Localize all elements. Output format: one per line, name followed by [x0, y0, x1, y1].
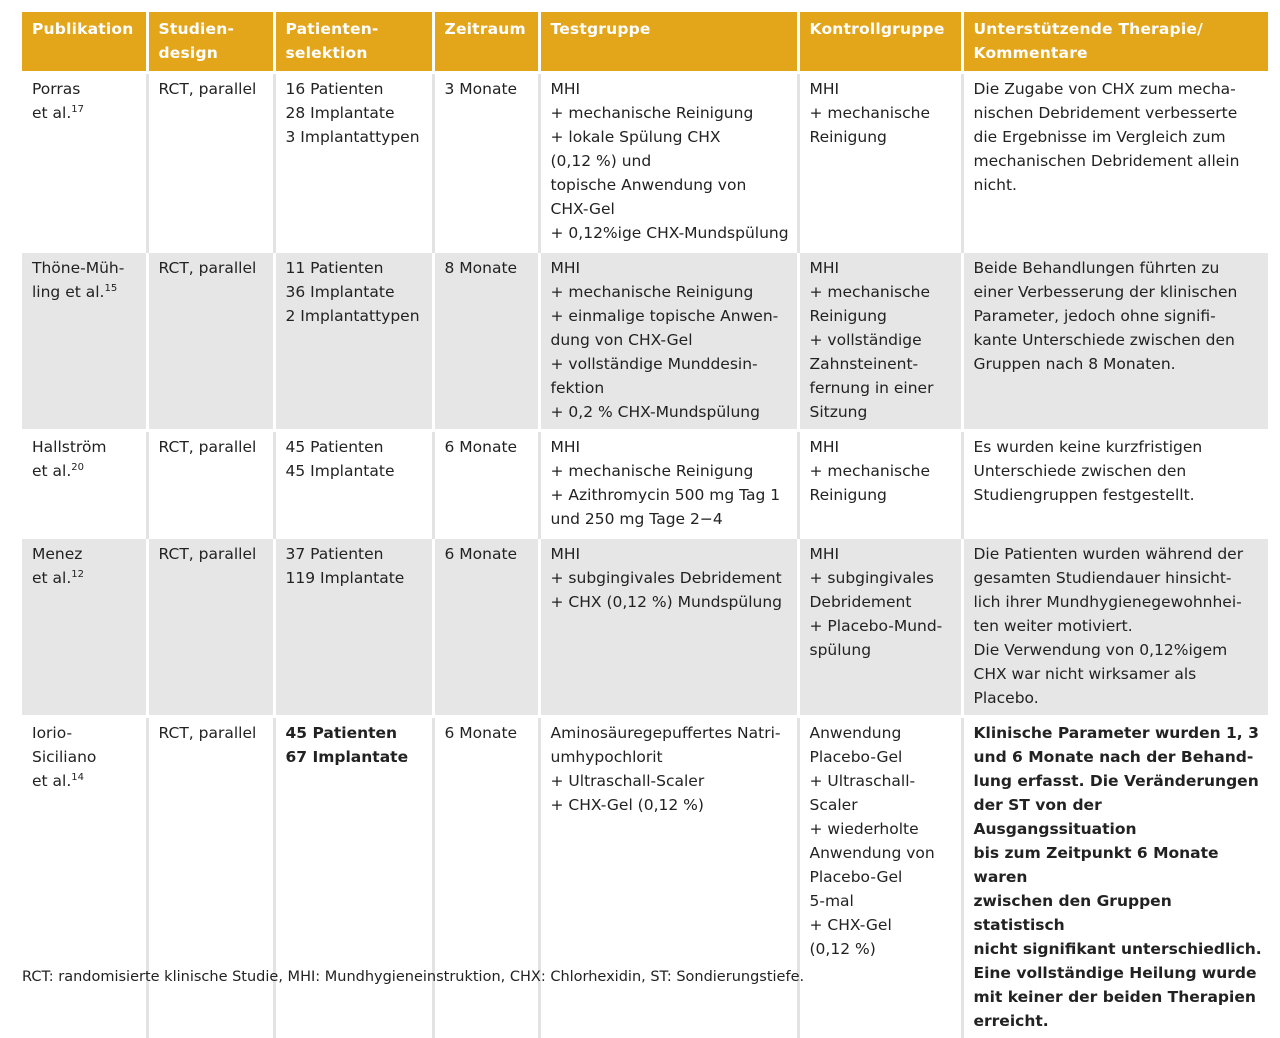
comment-cell: Es wurden keine kurzfristigen Unterschiede zwischen den Studiengruppen festgestellt.: [962, 431, 1268, 538]
header-row: [22, 12, 1268, 73]
selection-cell: 37 Patienten 119 Implantate: [274, 538, 433, 717]
publication-cell: [22, 431, 147, 538]
table-footnote: RCT: randomisierte klinische Studie, MHI: Mundhygieneinstruktion, CHX: Chlorhexidin, ST: Sondierungstiefe.: [22, 966, 804, 988]
header-zeitraum: Zeitraum: [433, 12, 539, 73]
publication-cell: [22, 717, 147, 1038]
test-group-cell: MHI + mechanische Reinigung + einmalige topische Anwen- dung von CHX-Gel + vollständige Munddesin- fektion + 0,2 % CHX-Mundspülung: [539, 252, 798, 431]
publication-text: Hallström et al.: [32, 438, 107, 480]
header-kontrollgruppe: Kontrollgruppe: [798, 12, 962, 73]
table-row: [22, 431, 1268, 538]
selection-cell: 11 Patienten 36 Implantate 2 Implantattypen: [274, 252, 433, 431]
control-group-cell: MHI + mechanische Reinigung: [798, 73, 962, 252]
header-testgruppe: Testgruppe: [539, 12, 798, 73]
design-cell: RCT, parallel: [147, 538, 274, 717]
design-cell: RCT, parallel: [147, 431, 274, 538]
reference-number: 17: [71, 104, 84, 115]
header-publikation: Publikation: [22, 12, 147, 73]
reference-number: 20: [71, 462, 84, 473]
header-studiendesign: Studien- design: [147, 12, 274, 73]
publication-text: Thöne-Müh- ling et al.: [32, 259, 124, 301]
design-cell: RCT, parallel: [147, 252, 274, 431]
table-row: [22, 252, 1268, 431]
table-row: [22, 73, 1268, 252]
period-cell: 6 Monate: [433, 431, 539, 538]
reference-number: 12: [71, 569, 84, 580]
table-row: [22, 717, 1268, 1038]
publication-text: Menez et al.: [32, 545, 82, 587]
reference-number: 14: [71, 772, 84, 783]
comment-cell: Die Zugabe von CHX zum mecha- nischen Debridement verbesserte die Ergebnisse im Vergleich zum mechanischen Debridement allein nicht.: [962, 73, 1268, 252]
comment-cell: Beide Behandlungen führten zu einer Verbesserung der klinischen Parameter, jedoch ohne signifi- kante Unterschiede zwischen den Gruppen nach 8 Monaten.: [962, 252, 1268, 431]
test-group-cell: MHI + mechanische Reinigung + Azithromycin 500 mg Tag 1 und 250 mg Tage 2−4: [539, 431, 798, 538]
test-group-cell: MHI + mechanische Reinigung + lokale Spülung CHX (0,12 %) und topische Anwendung von CHX-Gel + 0,12%ige CHX-Mundspülung: [539, 73, 798, 252]
period-cell: 6 Monate: [433, 717, 539, 1038]
test-group-cell: MHI + subgingivales Debridement + CHX (0,12 %) Mundspülung: [539, 538, 798, 717]
publication-text: Porras et al.: [32, 80, 80, 122]
table-row: [22, 538, 1268, 717]
control-group-cell: MHI + mechanische Reinigung: [798, 431, 962, 538]
comment-cell: Klinische Parameter wurden 1, 3 und 6 Monate nach der Behand- lung erfasst. Die Veränderungen der ST von der Ausgangssituation bis zum Zeitpunkt 6 Monate waren zwischen den Gruppen statistisch nicht signifikant unterschiedlich. Eine vollständige Heilung wurde mit keiner der beiden Therapien erreicht.: [962, 717, 1268, 1038]
period-cell: 3 Monate: [433, 73, 539, 252]
period-cell: 6 Monate: [433, 538, 539, 717]
control-group-cell: MHI + mechanische Reinigung + vollständige Zahnsteinent- fernung in einer Sitzung: [798, 252, 962, 431]
studies-table: [22, 12, 1268, 1038]
publication-cell: [22, 73, 147, 252]
reference-number: 15: [104, 283, 117, 294]
selection-cell: 45 Patienten 45 Implantate: [274, 431, 433, 538]
selection-cell: 16 Patienten 28 Implantate 3 Implantattypen: [274, 73, 433, 252]
selection-cell: 45 Patienten 67 Implantate: [274, 717, 433, 1038]
publication-cell: [22, 538, 147, 717]
test-group-cell: Aminosäuregepuffertes Natri- umhypochlorit + Ultraschall-Scaler + CHX-Gel (0,12 %): [539, 717, 798, 1038]
control-group-cell: MHI + subgingivales Debridement + Placebo-Mund- spülung: [798, 538, 962, 717]
design-cell: RCT, parallel: [147, 717, 274, 1038]
header-patientenselektion: Patienten- selektion: [274, 12, 433, 73]
publication-cell: [22, 252, 147, 431]
comment-cell: Die Patienten wurden während der gesamten Studiendauer hinsicht- lich ihrer Mundhygienegewohnhei- ten weiter motiviert. Die Verwendung von 0,12%igem CHX war nicht wirksamer als Placebo.: [962, 538, 1268, 717]
period-cell: 8 Monate: [433, 252, 539, 431]
publication-text: Iorio- Siciliano et al.: [32, 724, 96, 790]
design-cell: RCT, parallel: [147, 73, 274, 252]
header-kommentare: Unterstützende Therapie/ Kommentare: [962, 12, 1268, 73]
control-group-cell: Anwendung Placebo-Gel + Ultraschall- Scaler + wiederholte Anwendung von Placebo-Gel 5-mal + CHX-Gel (0,12 %): [798, 717, 962, 1038]
